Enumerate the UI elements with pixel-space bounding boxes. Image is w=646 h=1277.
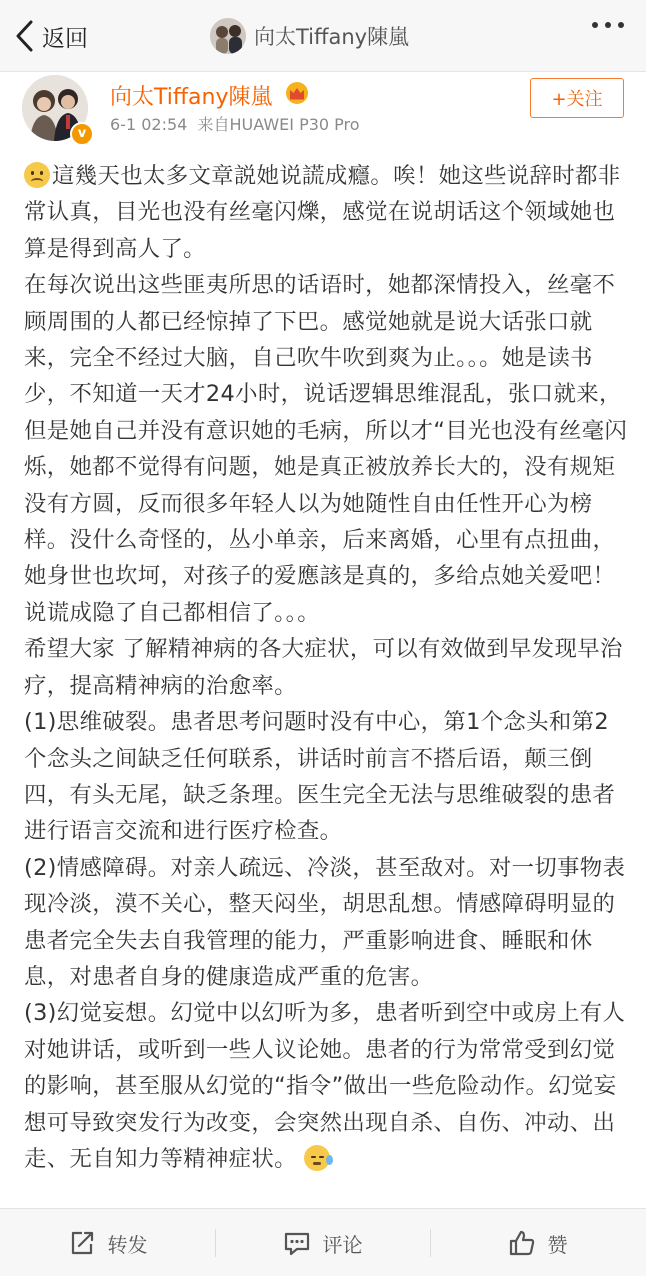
repost-button[interactable]	[0, 1209, 215, 1277]
paragraph-text: 這幾天也太多文章説她说謊成癮。唉！她这些说辞时都非常认真，目光也没有丝毫闪爍，感觉在说胡话这个领域她也算是得到高人了。	[24, 163, 621, 262]
paragraph-text: (2)情感障碍。对亲人疏远、冷淡，甚至敌对。对一切事物表现冷淡，漠不关心，整天闷坐，胡思乱想。情感障碍明显的患者完全失去自我管理的能力，严重影响进食、睡眠和休息，对患者自身的健康造成严重的危害。	[24, 854, 626, 990]
more-options-button[interactable]	[592, 22, 624, 28]
avatar-photo-icon	[210, 18, 246, 54]
post-meta	[110, 112, 360, 135]
post-paragraph	[24, 631, 628, 704]
post-paragraph	[24, 267, 628, 631]
comment-button[interactable]	[215, 1209, 430, 1277]
comment-label: 评论	[322, 1232, 363, 1257]
like-button[interactable]	[430, 1209, 645, 1277]
repost-icon	[68, 1229, 96, 1257]
repost-label: 转发	[107, 1232, 148, 1257]
post-paragraph	[24, 158, 628, 267]
source-prefix: 来自	[197, 115, 230, 134]
paragraph-text: 希望大家 了解精神病的各大症状，可以有效做到早发现早治疗，提高精神病的治愈率。	[24, 636, 623, 699]
paragraph-text: (1)思维破裂。患者思考问题时没有中心，第1个念头和第2个念头之间缺乏任何联系，讲话时前言不搭后语，颠三倒四，有头无尾，缺乏条理。医生完全无法与思维破裂的患者进行语言交流和进行医疗检查。	[24, 709, 616, 845]
post-author-header	[22, 72, 632, 152]
sad-face-emoji-icon	[24, 162, 50, 188]
dot-icon	[618, 22, 624, 28]
verified-badge: v	[70, 122, 94, 146]
nav-title: 向太Tiffany陳嵐	[254, 25, 410, 49]
paragraph-text: 在每次说出这些匪夷所思的话语时，她都深情投入，丝毫不顾周围的人都已经惊掉了下巴。感觉她就是说大话张口就来，完全不经过大脑，自己吹牛吹到爽为止。。。她是读书少，不知道一天才24小时，说话逻辑思维混乱，张口就来，但是她自己并没有意识她的毛病，所以才“目光也没有丝毫闪烁，她都不觉得有问题，她是真正被放养长大的，没有规矩没有方圆，反而很多年轻人以为她随性自由任性开心为榜样。没什么奇怪的，丛小单亲，后来离婚，心里有点扭曲，她身世也坎坷，对孩子的爱應該是真的，多给点她关爱吧！说谎成隐了自己都相信了。。。	[24, 272, 628, 626]
paragraph-text: (3)幻觉妄想。幻觉中以幻听为多，患者听到空中或房上有人对她讲话，或听到一些人议论她。患者的行为常常受到幻觉的影响，甚至服从幻觉的“指令”做出一些危险动作。幻觉妄想可导致突发行为改变，会突然出现自杀、自伤、冲动、出走、无自知力等精神症状。	[24, 1000, 626, 1172]
thumbs-up-icon	[508, 1229, 536, 1257]
nav-title-area[interactable]	[210, 16, 409, 56]
chevron-left-icon	[14, 19, 36, 53]
comment-icon	[283, 1229, 311, 1257]
sleepy-sweat-emoji-icon	[304, 1145, 330, 1171]
post-paragraph	[24, 704, 628, 850]
like-label: 赞	[547, 1232, 568, 1257]
nav-avatar	[210, 18, 246, 54]
post-paragraph	[24, 995, 628, 1177]
post-content	[24, 158, 628, 1177]
author-name[interactable]: 向太Tiffany陳嵐	[110, 85, 273, 110]
post-paragraph	[24, 850, 628, 996]
dot-icon	[605, 22, 611, 28]
post-time: 6-1 02:54	[110, 115, 188, 134]
follow-button[interactable]: +关注	[530, 78, 624, 118]
action-bar	[0, 1208, 646, 1276]
back-button[interactable]	[14, 16, 88, 56]
post-device[interactable]: HUAWEI P30 Pro	[229, 115, 360, 134]
crown-icon	[284, 82, 310, 104]
back-label: 返回	[42, 25, 88, 52]
top-nav-bar	[0, 0, 646, 72]
dot-icon	[592, 22, 598, 28]
